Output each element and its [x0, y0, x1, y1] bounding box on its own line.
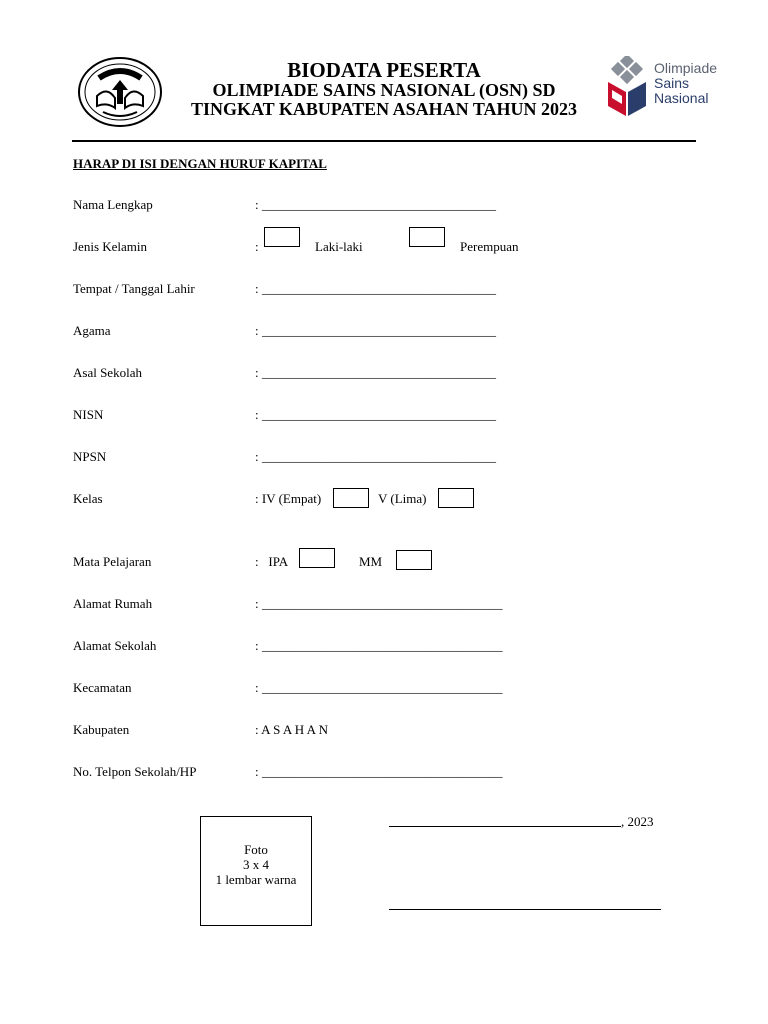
- field-colon: :: [255, 449, 259, 464]
- field-label-alamat-sekolah: Alamat Sekolah: [73, 638, 157, 653]
- checkbox-kelas-iv[interactable]: [333, 488, 369, 508]
- field-label-asal-sekolah: Asal Sekolah: [73, 365, 142, 380]
- tut-wuri-handayani-logo: [77, 56, 163, 128]
- option-laki-laki: Laki-laki: [315, 239, 363, 254]
- osn-logo-text-2: Sains: [654, 75, 690, 91]
- field-line-nisn[interactable]: ____________________________________: [262, 407, 496, 422]
- signature-line[interactable]: [389, 909, 661, 910]
- option-mm: MM: [359, 554, 383, 569]
- field-label-kabupaten: Kabupaten: [73, 722, 130, 737]
- field-colon: :: [255, 365, 259, 380]
- osn-cube-icon: [606, 56, 652, 120]
- field-line-alamat-rumah[interactable]: _____________________________________: [262, 596, 503, 611]
- checkbox-laki-laki[interactable]: [264, 227, 300, 247]
- field-colon: :: [255, 281, 259, 296]
- photo-size: 3 x 4: [243, 857, 269, 872]
- header-divider: [72, 140, 696, 142]
- field-colon: :: [255, 596, 259, 611]
- field-label-agama: Agama: [73, 323, 111, 338]
- field-label-kelas: Kelas: [73, 491, 103, 506]
- field-label-kecamatan: Kecamatan: [73, 680, 132, 695]
- field-value-kabupaten: : A S A H A N: [255, 722, 328, 737]
- field-colon: :: [255, 680, 259, 695]
- field-label-nisn: NISN: [73, 407, 104, 422]
- option-perempuan: Perempuan: [460, 239, 519, 254]
- instruction-text: HARAP DI ISI DENGAN HURUF KAPITAL: [73, 156, 327, 171]
- field-line-agama[interactable]: ____________________________________: [262, 323, 496, 338]
- field-line-kecamatan[interactable]: _____________________________________: [262, 680, 503, 695]
- photo-note: 1 lembar warna: [215, 872, 297, 887]
- field-colon: :: [255, 239, 259, 254]
- field-line-telpon[interactable]: _____________________________________: [262, 764, 503, 779]
- osn-logo: [606, 56, 718, 126]
- option-kelas-iv: : IV (Empat): [255, 491, 322, 506]
- option-ipa: : IPA: [255, 554, 289, 569]
- field-label-nama: Nama Lengkap: [73, 197, 153, 212]
- field-label-alamat-rumah: Alamat Rumah: [73, 596, 153, 611]
- field-line-npsn[interactable]: ____________________________________: [262, 449, 496, 464]
- field-colon: :: [255, 197, 259, 212]
- photo-box: [200, 816, 312, 926]
- page-subtitle-1: OLIMPIADE SAINS NASIONAL (OSN) SD: [212, 80, 556, 100]
- osn-logo-text-3: Nasional: [654, 90, 709, 106]
- field-colon: :: [255, 764, 259, 779]
- field-colon: :: [255, 323, 259, 338]
- field-label-tempat-tanggal: Tempat / Tanggal Lahir: [73, 281, 195, 296]
- page-subtitle-2: TINGKAT KABUPATEN ASAHAN TAHUN 2023: [190, 99, 578, 119]
- field-label-npsn: NPSN: [73, 449, 107, 464]
- checkbox-ipa[interactable]: [299, 548, 335, 568]
- page-title: BIODATA PESERTA: [287, 58, 481, 82]
- field-line-asal-sekolah[interactable]: ____________________________________: [262, 365, 496, 380]
- field-label-telpon: No. Telpon Sekolah/HP: [73, 764, 197, 779]
- date-year-text: , 2023: [621, 814, 654, 829]
- checkbox-mm[interactable]: [396, 550, 432, 570]
- place-date-line[interactable]: [389, 826, 621, 827]
- field-colon: :: [255, 638, 259, 653]
- field-colon: :: [255, 407, 259, 422]
- field-line-nama[interactable]: ____________________________________: [262, 197, 496, 212]
- checkbox-kelas-v[interactable]: [438, 488, 474, 508]
- field-label-mata-pelajaran: Mata Pelajaran: [73, 554, 152, 569]
- osn-logo-text-1: Olimpiade: [654, 60, 718, 76]
- checkbox-perempuan[interactable]: [409, 227, 445, 247]
- option-kelas-v: V (Lima): [378, 491, 427, 506]
- field-label-jenis-kelamin: Jenis Kelamin: [73, 239, 148, 254]
- photo-label: Foto: [244, 842, 268, 857]
- field-line-tempat-tanggal[interactable]: ____________________________________: [262, 281, 496, 296]
- field-line-alamat-sekolah[interactable]: _____________________________________: [262, 638, 503, 653]
